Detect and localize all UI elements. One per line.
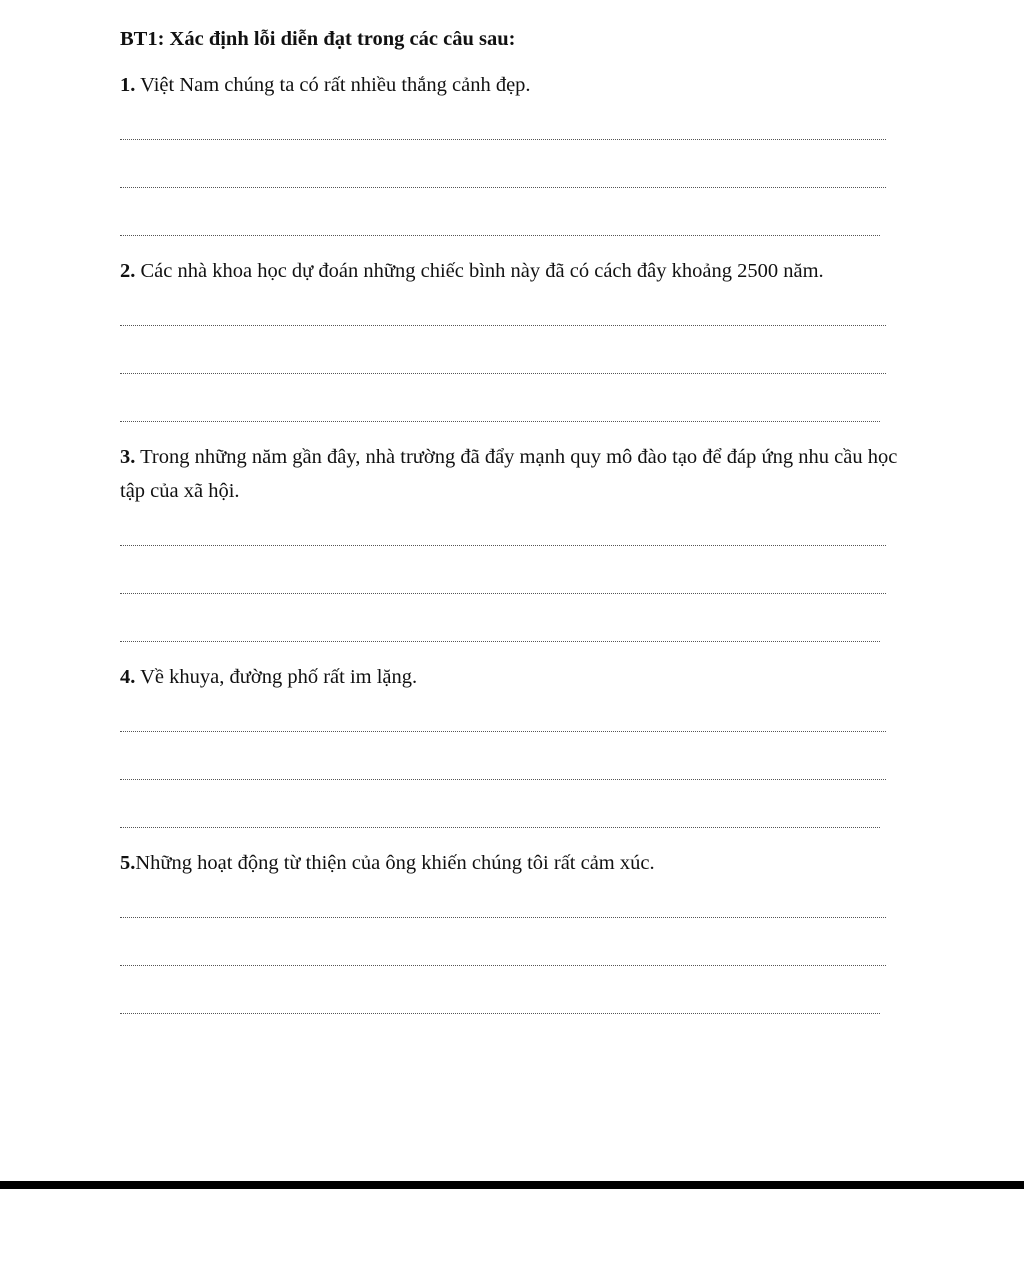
question-prompt (120, 660, 910, 694)
question-text: Việt Nam chúng ta có rất nhiều thắng cảnh đẹp. (135, 74, 531, 96)
answer-line[interactable] (120, 102, 886, 150)
answer-line[interactable] (120, 742, 886, 790)
question-4 (120, 660, 910, 838)
answer-line[interactable] (120, 928, 886, 976)
answer-line[interactable] (120, 508, 886, 556)
answer-line[interactable] (120, 880, 886, 928)
answer-line[interactable] (120, 384, 880, 432)
question-prompt (120, 68, 910, 102)
worksheet (120, 26, 910, 1024)
question-5 (120, 846, 910, 1024)
question-number: 3. (120, 446, 136, 468)
answer-line[interactable] (120, 198, 880, 246)
answer-line[interactable] (120, 604, 880, 652)
question-prompt (120, 254, 910, 288)
question-number: 2. (120, 260, 136, 282)
question-text: Về khuya, đường phố rất im lặng. (135, 666, 418, 688)
question-3 (120, 440, 910, 652)
question-text: Các nhà khoa học dự đoán những chiếc bình này đã có cách đây khoảng 2500 năm. (135, 260, 824, 282)
answer-line[interactable] (120, 790, 880, 838)
answer-line[interactable] (120, 976, 880, 1024)
answer-line[interactable] (120, 556, 886, 604)
exercise-title: BT1: Xác định lỗi diễn đạt trong các câu sau: (120, 28, 516, 50)
answer-line[interactable] (120, 150, 886, 198)
answer-line[interactable] (120, 288, 886, 336)
question-number: 4. (120, 666, 136, 688)
question-text: Trong những năm gần đây, nhà trường đã đẩy mạnh quy mô đào tạo để đáp ứng nhu cầu học tập của xã hội. (120, 446, 898, 502)
question-text: Những hoạt động từ thiện của ông khiến chúng tôi rất cảm xúc. (135, 852, 655, 874)
page-bottom-border (0, 1181, 1024, 1189)
question-prompt (120, 846, 910, 880)
answer-line[interactable] (120, 694, 886, 742)
question-prompt (120, 440, 910, 508)
question-number: 1. (120, 74, 136, 96)
question-1 (120, 68, 910, 246)
question-2 (120, 254, 910, 432)
answer-line[interactable] (120, 336, 886, 384)
question-number: 5. (120, 852, 136, 874)
